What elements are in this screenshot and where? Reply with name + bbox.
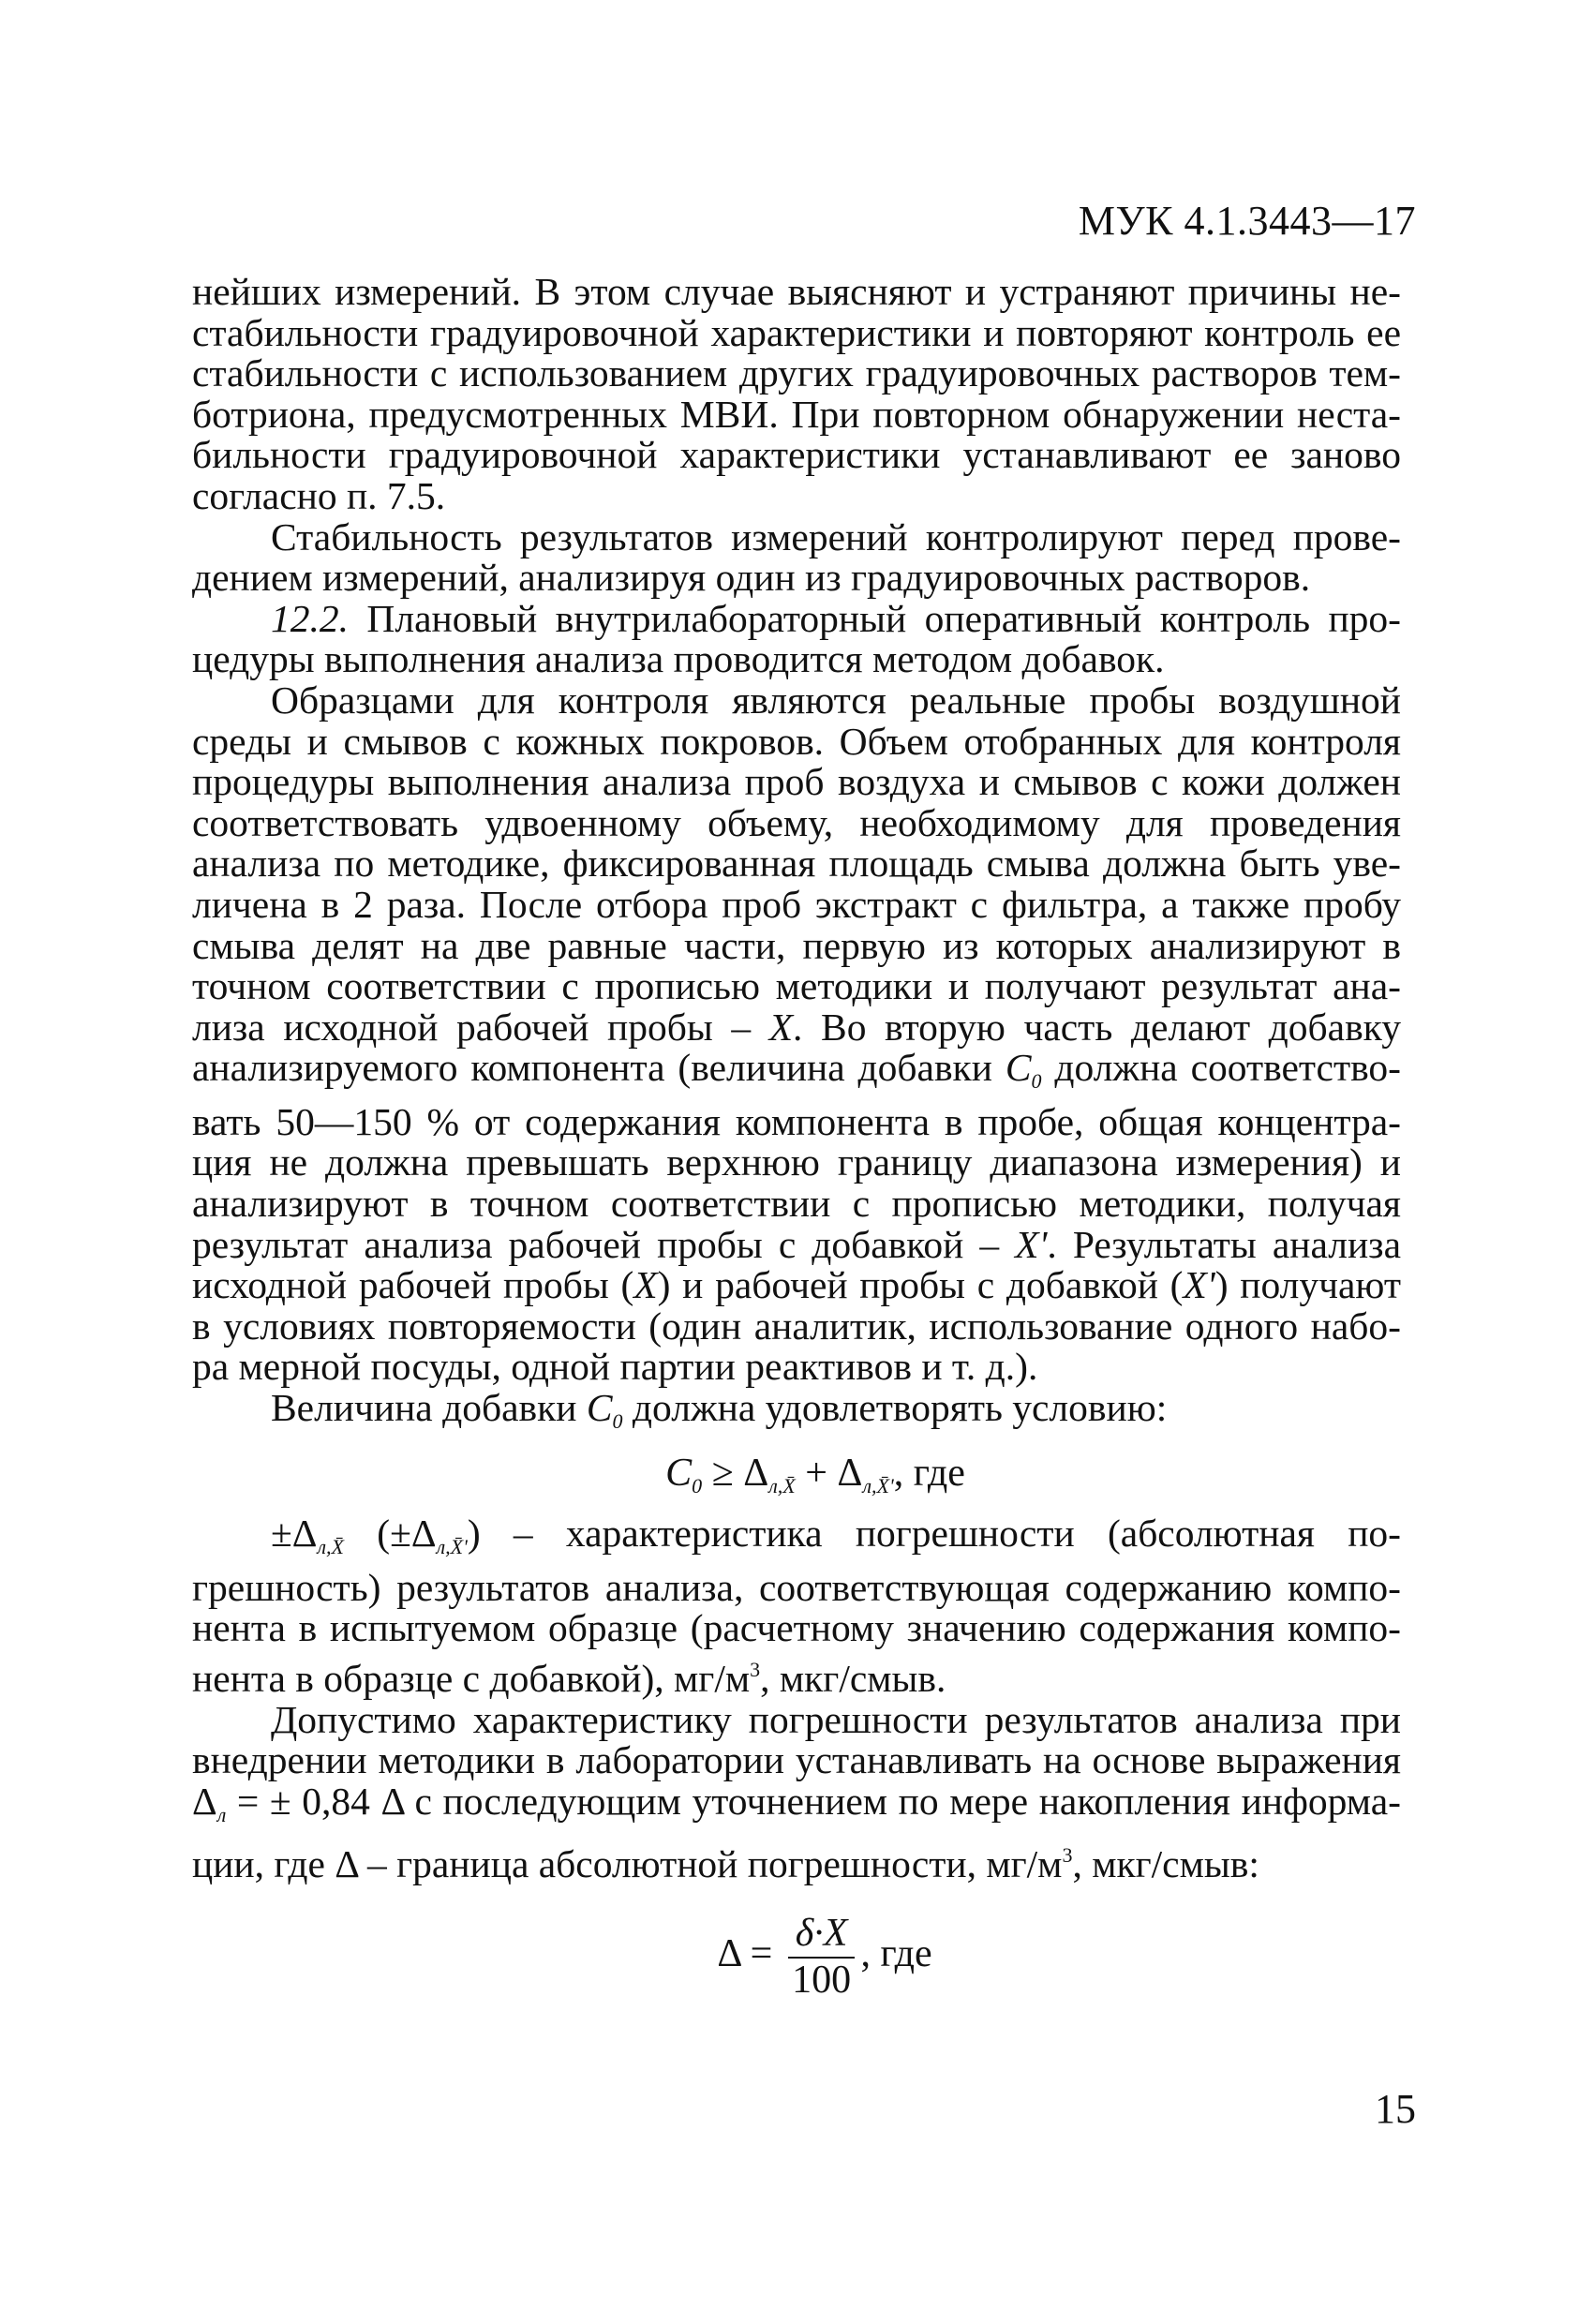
paragraph-control-samples: Образцами для контроля являются реальные пробы воздушной среды и смывов с кожных покровов. Объем отобранных для контроля процедуры выполнения анализа проб воздуха и смывов с кожи должен соответствовать удвоенному объему, необходимому для проведения анализа по методике, фиксированная площадь смыва должна быть уве-личена в 2 раза. После отбора проб экстракт с фильтра, а также пробу смыва делят на две равные части, первую из которых анализируют в точном соответствии с прописью методики и получают результат ана-лиза исходной рабочей пробы – X. Во вторую часть делают добавку анализируемого компонента (величина добавки $C_0$ должна соответство-вать 50—150 % от содержания компонента в пробе, общая концентра-ция не должна превышать верхнюю границу диапазона измерения) и анализируют в точном соответствии с прописью методики, получая результат анализа рабочей пробы с добавкой – X'. Результаты анализа исходной рабочей пробы (X) и рабочей пробы с добавкой (X') получают в условиях повторяемости (один аналитик, использование одного набо-ра мерной посуды, одной партии реактивов и т. д.). — [192, 678, 1401, 1389]
paragraph-1: нейших измерений. В этом случае выясняют и устраняют причины не-стабильности градуировочной характеристики и повторяют контроль ее стабильности с использованием других градуировочных растворов тем-ботриона, предусмотренных МВИ. При повторном обнаружении неста-бильности градуировочной характеристики устанавливают ее заново согласно п. 7.5. — [192, 270, 1401, 517]
fraction-denominator: 100 — [792, 1958, 852, 2002]
fraction-numerator: δ·X — [788, 1914, 856, 1959]
paragraph-2: Стабильность результатов измерений контролируют перед прове-дением измерений, анализируя один из градуировочных растворов. — [192, 514, 1401, 600]
document-code-header: МУК 4.1.3443—17 — [1078, 198, 1416, 244]
paragraph-additive-condition: Величина добавки $C_0$ должна удовлетворять условию: — [271, 1386, 1168, 1434]
page-number: 15 — [1375, 2086, 1416, 2132]
section-number: 12.2. — [271, 596, 349, 640]
formula-absolute-error: Δ = $\frac{\delta\cdot X}{100}$ , где — [717, 1911, 932, 2002]
paragraph-error-definition: $\pm\Delta_{л,X̄}$ $(\pm\Delta_{л,X̄'})$ – характеристика погрешности (абсолютная по-грешность) результатов анализа, соответствующая содержанию компо-нента в испытуемом образце (расчетному значению содержания компо-нента в образце с добавкой), $мг/м^3$, мкг/смыв. — [192, 1512, 1401, 1700]
paragraph-error-expression: Допустимо характеристику погрешности результатов анализа при внедрении методики в лаборатории устанавливать на основе выражения $\Delta_л$ = ± 0,84 Δ с последующим уточнением по мере накопления информа-ции, где Δ – граница абсолютной погрешности, $мг/м^3$, мкг/смыв: — [192, 1697, 1401, 1886]
formula-error-term: $\pm\Delta_{л,X̄}$ $(\pm\Delta_{л,X̄'})$ — [271, 1512, 481, 1559]
fraction — [788, 1911, 856, 2002]
formula-additive-condition: $C_0 \ge \Delta_{л,X̄} + \Delta_{л,X̄'}$, где — [665, 1451, 965, 1497]
paragraph-12-2: 12.2. Плановый внутрилабораторный оперативный контроль про-цедуры выполнения анализа проводится методом добавок. — [192, 596, 1401, 681]
document-body — [192, 272, 1401, 2008]
